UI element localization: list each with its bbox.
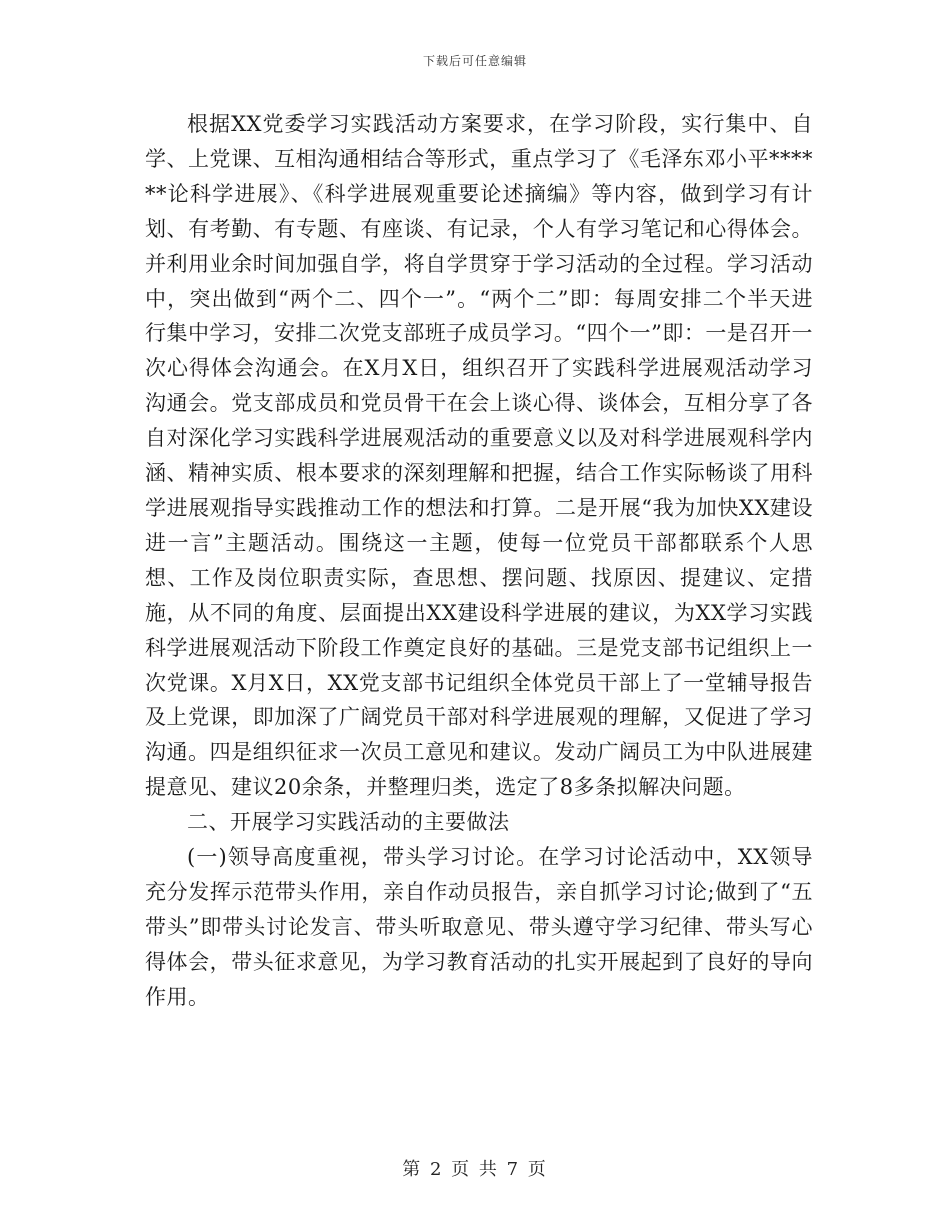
page-number-footer: 第 2 页 共 7 页 — [402, 1159, 548, 1180]
document-body — [145, 107, 813, 1015]
page-header: 下载后可任意编辑 — [422, 54, 527, 68]
paragraph-study-activities: 根据XX党委学习实践活动方案要求，在学习阶段，实行集中、自学、上党课、互相沟通相结合等形式，重点学习了《毛泽东邓小平******论科学进展》、《科学进展观重要论述摘编》等内容，做到学习有计划、有考勤、有专题、有座谈、有记录，个人有学习笔记和心得体会。并利用业余时间加强自学，将自学贯穿于学习活动的全过程。学习活动中，突出做到“两个二、四个一”。“两个二”即：每周安排二个半天进行集中学习，安排二次党支部班子成员学习。“四个一”即：一是召开一次心得体会沟通会。在X月X日，组织召开了实践科学进展观活动学习沟通会。党支部成员和党员骨干在会上谈心得、谈体会，互相分享了各自对深化学习实践科学进展观活动的重要意义以及对科学进展观科学内涵、精神实质、根本要求的深刻理解和把握，结合工作实际畅谈了用科学进展观指导实践推动工作的想法和打算。二是开展“我为加快XX建设进一言”主题活动。围绕这一主题，使每一位党员干部都联系个人思想、工作及岗位职责实际，查思想、摆问题、找原因、提建议、定措施，从不同的角度、层面提出XX建设科学进展的建议，为XX学习实践科学进展观活动下阶段工作奠定良好的基础。三是党支部书记组织上一次党课。X月X日，XX党支部书记组织全体党员干部上了一堂辅导报告及上党课，即加深了广阔党员干部对科学进展观的理解，又促进了学习沟通。四是组织征求一次员工意见和建议。发动广阔员工为中队进展建提意见、建议20余条，并整理归类，选定了8多条拟解决问题。 — [145, 112, 813, 800]
paragraph-leadership: (一)领导高度重视，带头学习讨论。在学习讨论活动中，XX领导充分发挥示范带头作用，亲自作动员报告，亲自抓学习讨论;做到了“五带头”即带头讨论发言、带头听取意见、带头遵守学习纪律、带头写心得体会，带头征求意见，为学习教育活动的扎实开展起到了良好的导向作用。 — [145, 845, 813, 1009]
section-heading-main-practices: 二、开展学习实践活动的主要做法 — [187, 810, 510, 835]
